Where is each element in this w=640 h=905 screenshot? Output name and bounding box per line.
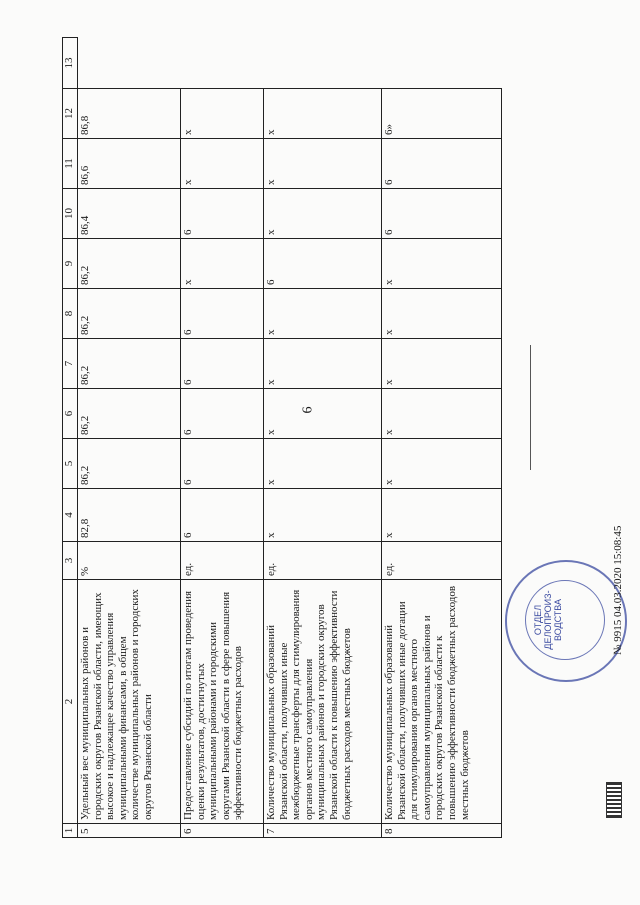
row-number: 8	[382, 824, 502, 838]
stamp-text: ОТДЕЛ ДЕЛОПРОИЗ-ВОДСТВА	[533, 590, 563, 650]
row-value: 86,2	[78, 389, 181, 439]
row-value: 6	[382, 189, 502, 239]
row-unit: ед.	[382, 542, 502, 580]
barcode-icon	[606, 782, 622, 818]
row-description: Предоставление субсидий по итогам проведения оценки результатов, достигнутых муниципальными районами и городскими округами Рязанской области в сфере повышения эффективности бюджетных расходов	[181, 580, 264, 824]
row-number: 7	[264, 824, 382, 838]
office-stamp	[505, 560, 627, 682]
row-value: х	[181, 239, 264, 289]
column-index: 7	[63, 339, 78, 389]
column-index: 2	[63, 580, 78, 824]
row-value: х	[264, 439, 382, 489]
row-description: Количество муниципальных образований Рязанской области, получивших иные межбюджетные трансферты для стимулирования органов местного самоуправления муниципальных районов и городских округов Рязанской области к повышению эффективности бюджетных расходов местных бюджетов	[264, 580, 382, 824]
row-value: х	[264, 489, 382, 542]
page-number: 6	[300, 406, 316, 414]
column-index: 5	[63, 439, 78, 489]
column-index: 1	[63, 824, 78, 838]
column-index: 12	[63, 89, 78, 139]
column-index-row	[63, 38, 78, 838]
table-row	[264, 38, 382, 838]
row-value: 6	[181, 489, 264, 542]
row-value: х	[382, 389, 502, 439]
row-value: 6	[264, 239, 382, 289]
row-value: 86,2	[78, 439, 181, 489]
table-row	[382, 38, 502, 838]
row-value: х	[382, 339, 502, 389]
row-value: 82,8	[78, 489, 181, 542]
table-row	[181, 38, 264, 838]
row-value: 6	[181, 289, 264, 339]
row-unit: %	[78, 542, 181, 580]
indicators-table	[62, 37, 502, 838]
row-value: 6»	[382, 89, 502, 139]
row-value: 86,2	[78, 239, 181, 289]
row-value: х	[264, 289, 382, 339]
column-index: 8	[63, 289, 78, 339]
row-value: 6	[181, 339, 264, 389]
row-value: х	[264, 89, 382, 139]
column-index: 11	[63, 139, 78, 189]
row-value: х	[264, 189, 382, 239]
row-value: х	[382, 289, 502, 339]
rotated-table-container	[62, 38, 502, 838]
row-value: х	[382, 489, 502, 542]
row-value: х	[264, 139, 382, 189]
row-value: 6	[382, 139, 502, 189]
row-description: Удельный вес муниципальных районов и городских округов Рязанской области, имеющих высокое и надлежащее качество управления муниципальными финансами, в общем количестве муниципальных районов и городских округов Рязанской области	[78, 580, 181, 824]
column-index: 4	[63, 489, 78, 542]
row-value: х	[264, 389, 382, 439]
row-value: 86,8	[78, 89, 181, 139]
row-value: 6	[181, 389, 264, 439]
row-description: Количество муниципальных образований Рязанской области, получивших иные дотации для стимулирования органов местного самоуправления муниципальных районов и городских округов Рязанской области к повышению эффективности бюджетных расходов местных бюджетов	[382, 580, 502, 824]
column-index: 6	[63, 389, 78, 439]
row-value: х	[181, 139, 264, 189]
row-value: х	[264, 339, 382, 389]
row-value: х	[382, 439, 502, 489]
row-value: х	[382, 239, 502, 289]
row-unit: ед.	[264, 542, 382, 580]
row-value: х	[181, 89, 264, 139]
row-value: 86,4	[78, 189, 181, 239]
row-value: 6	[181, 439, 264, 489]
column-index: 10	[63, 189, 78, 239]
row-number: 6	[181, 824, 264, 838]
row-number: 5	[78, 824, 181, 838]
row-value: 86,2	[78, 339, 181, 389]
row-value: 86,6	[78, 139, 181, 189]
table-row	[78, 38, 181, 838]
column-index: 3	[63, 542, 78, 580]
registration-number: № 9915 04.03.2020 15:08:45	[612, 525, 624, 655]
column-index: 13	[63, 38, 78, 89]
row-value: 6	[181, 189, 264, 239]
row-value: 86,2	[78, 289, 181, 339]
column-index: 9	[63, 239, 78, 289]
signature-line	[530, 345, 531, 470]
row-unit: ед.	[181, 542, 264, 580]
